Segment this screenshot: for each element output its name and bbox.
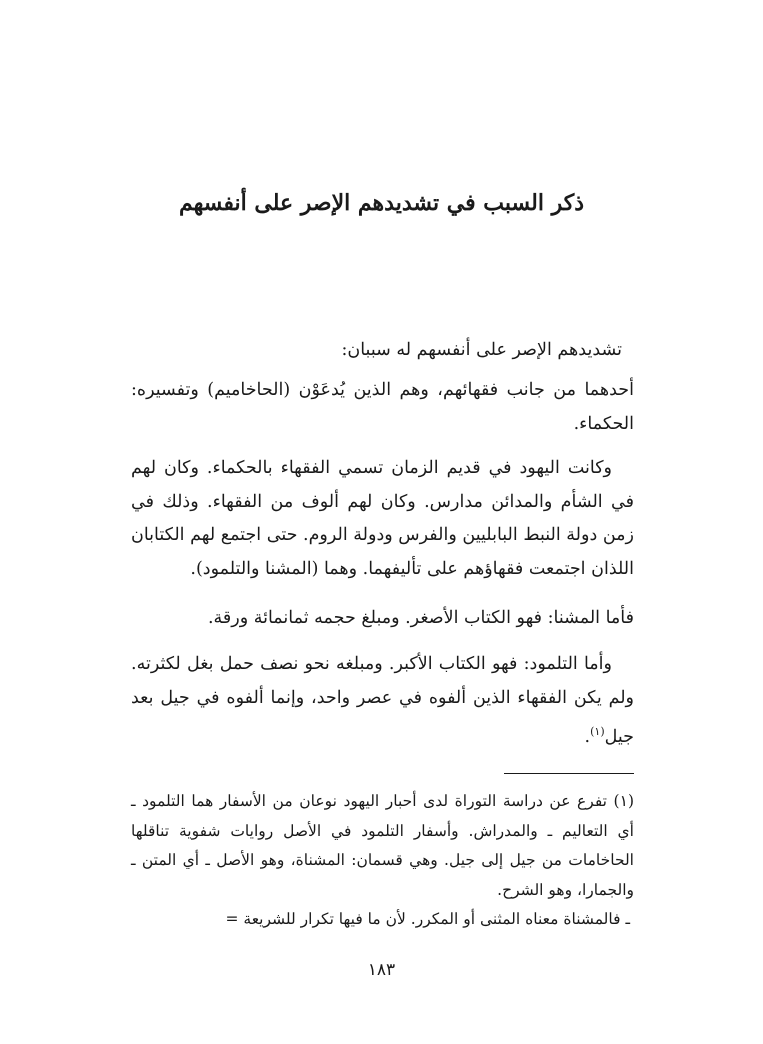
paragraph-5-block	[131, 648, 634, 754]
paragraph-1: تشديدهم الإصر على أنفسهم له سببان:	[341, 340, 622, 360]
footnote-marker: (١)	[590, 725, 605, 738]
paragraph-3-block	[131, 452, 634, 586]
paragraph-5	[131, 648, 634, 754]
footnote-continuation: ـ فالمشناة معناه المثنى أو المكرر. لأن ما فيها تكرار للشريعة =	[225, 910, 630, 928]
footnote-divider	[504, 773, 634, 774]
footnotes	[131, 787, 634, 935]
paragraph-1-block	[131, 334, 634, 368]
paragraph-4-block	[131, 602, 634, 636]
footnote-1: (١) تفرع عن دراسة التوراة لدى أحبار اليهود نوعان من الأسفار هما التلمود ـ أي التعاليم ـ والمدراش. وأسفار التلمود في الأصل روايات شفوية تناقلها الحاخامات من جيل إلى جيل. وهي قسمان: المشناة، وهو الأصل ـ أي المتن ـ والجمارا، وهو الشرح.	[131, 792, 634, 899]
paragraph-2: أحدهما من جانب فقهائهم، وهم الذين يُدعَوْن (الحاخاميم) وتفسيره: الحكماء.	[131, 380, 634, 434]
paragraph-4: فأما المشنا: فهو الكتاب الأصغر. ومبلغ حجمه ثمانمائة ورقة.	[207, 608, 634, 628]
paragraph-5-text: وأما التلمود: فهو الكتاب الأكبر. ومبلغه نحو نصف حمل بغل لكثرته. ولم يكن الفقهاء الذين ألفوه في عصر واحد، وإنما ألفوه في جيل بعد جيل	[131, 654, 634, 747]
page-number: ١٨٣	[367, 960, 396, 980]
paragraph-5-end: .	[584, 726, 591, 747]
paragraph-2-block	[131, 374, 634, 441]
paragraph-3: وكانت اليهود في قديم الزمان تسمي الفقهاء بالحكماء. وكان لهم في الشأم والمدائن مدارس. وكان لهم ألوف من الفقهاء. وذلك في زمن دولة النبط البابليين والفرس ودولة الروم. حتى اجتمع لهم الكتابان اللذان اجتمعت فقهاؤهم على تأليفهما. وهما (المشنا والتلمود).	[131, 458, 634, 579]
chapter-title: ذكر السبب في تشديدهم الإصر على أنفسهم	[178, 190, 585, 216]
